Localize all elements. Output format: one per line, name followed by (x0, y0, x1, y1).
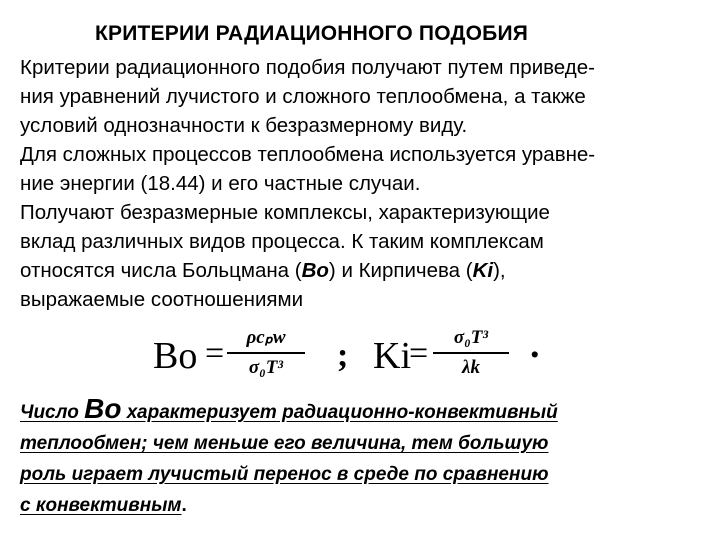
paragraph-line: Критерии радиационного подобия получают путем приведе- (20, 56, 595, 79)
formula-ki-numerator: σ₀T³ (453, 327, 489, 348)
conclusion-paragraph (20, 393, 710, 521)
paragraph-line: Для сложных процессов теплообмена используется уравне- (20, 143, 596, 166)
paragraph-line: вклад различных видов процесса. К таким комплексам (20, 230, 544, 253)
formula-bo-fraction (227, 326, 305, 380)
paragraph-intro (20, 53, 710, 140)
formula-separator: ; (337, 337, 349, 374)
kirpichev-symbol: Ki (472, 259, 494, 282)
text-fragment: характеризует радиационно-конвективный (121, 402, 558, 423)
conclusion-line: роль играет лучистый перенос в среде по сравнению (20, 464, 549, 485)
fraction-bar (227, 352, 305, 354)
conclusion-line: теплообмен; чем меньше его величина, тем большую (20, 433, 549, 454)
formula-block (145, 322, 565, 392)
paragraph-energy-equation (20, 140, 710, 198)
formula-equals-sign: = (409, 335, 429, 372)
formula-bo-name: Bo (153, 335, 198, 377)
formula-ki-denominator: λk (462, 357, 480, 378)
formula-bo-numerator: ρcₚw (246, 327, 286, 348)
formula-ki-fraction (433, 326, 509, 380)
formula-end-dot: . (530, 324, 540, 366)
text-fragment: Число (20, 402, 85, 423)
text-fragment: относятся числа Больцмана ( (20, 259, 302, 282)
text-fragment: с конвективным (20, 495, 182, 516)
fraction-bar (433, 352, 509, 354)
paragraph-complexes (20, 198, 710, 314)
conclusion-line (20, 490, 710, 521)
boltzmann-symbol: Bo (301, 259, 329, 282)
slide-title: КРИТЕРИИ РАДИАЦИОННОГО ПОДОБИЯ (95, 22, 529, 45)
paragraph-line: выражаемые соотношениями (20, 288, 304, 311)
formula-ki-name: Ki (373, 335, 411, 377)
paragraph-line (20, 256, 710, 285)
text-fragment: ), (493, 259, 506, 282)
paragraph-line: условий однозначности к безразмерному виду. (20, 114, 468, 137)
formula-equals-sign: = (205, 335, 225, 372)
paragraph-line: Получают безразмерные комплексы, характеризующие (20, 201, 550, 224)
paragraph-line: ния уравнений лучистого и сложного теплообмена, а также (20, 85, 586, 108)
text-fragment: ) и Кирпичева ( (328, 259, 473, 282)
text-fragment: . (181, 495, 187, 516)
boltzmann-symbol-large: Bo (84, 393, 122, 424)
conclusion-line (20, 393, 710, 428)
formula-bo-denominator: σ₀T³ (248, 357, 284, 378)
paragraph-line: ние энергии (18.44) и его частные случаи. (20, 172, 421, 195)
